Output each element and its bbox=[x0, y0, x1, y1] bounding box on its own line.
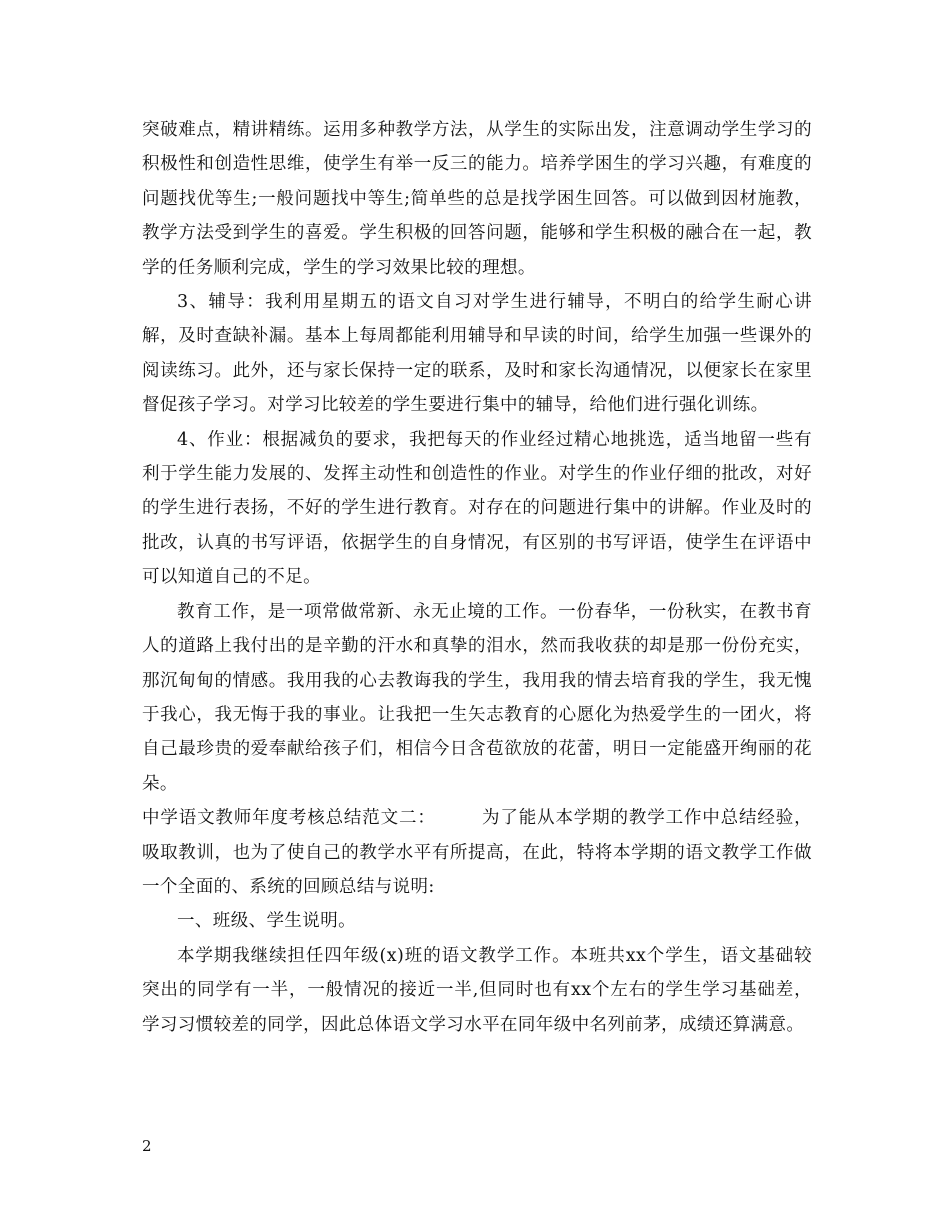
paragraph-2: 3、辅导：我利用星期五的语文自习对学生进行辅导，不明白的给学生耐心讲解，及时查缺补漏。基本上每周都能利用辅导和早读的时间，给学生加强一些课外的阅读练习。此外，还与家长保持一定的联系，及时和家长沟通情况，以便家长在家里督促孩子学习。对学习比较差的学生要进行集中的辅导，给他们进行强化训练。 bbox=[142, 292, 812, 416]
page-number: 2 bbox=[142, 1137, 152, 1155]
paragraph-5: 中学语文教师年度考核总结范文二： 为了能从本学期的教学工作中总结经验，吸取教训，也为了使自己的教学水平有所提高，在此，特将本学期的语文教学工作做一个全面的、系统的回顾总结与说明: bbox=[142, 808, 812, 897]
paragraph-1: 突破难点，精讲精练。运用多种教学方法，从学生的实际出发，注意调动学生学习的积极性和创造性思维，使学生有举一反三的能力。培养学困生的学习兴趣，有难度的问题找优等生;一般问题找中等生;简单些的总是找学困生回答。可以做到因材施教，教学方法受到学生的喜爱。学生积极的回答问题，能够和学生积极的融合在一起，教学的任务顺利完成，学生的学习效果比较的理想。 bbox=[142, 120, 812, 278]
paragraph-6: 一、班级、学生说明。 bbox=[177, 911, 356, 932]
paragraph-3: 4、作业：根据减负的要求，我把每天的作业经过精心地挑选，适当地留一些有利于学生能力发展的、发挥主动性和创造性的作业。对学生的作业仔细的批改，对好的学生进行表扬，不好的学生进行教育。对存在的问题进行集中的讲解。作业及时的批改，认真的书写评语，依据学生的自身情况，有区别的书写评语，使学生在评语中可以知道自己的不足。 bbox=[142, 429, 812, 588]
paragraph-7: 本学期我继续担任四年级(x)班的语文教学工作。本班共xx个学生，语文基础较突出的同学有一半，一般情况的接近一半,但同时也有xx个左右的学生学习基础差，学习习惯较差的同学，因此总体语文学习水平在同年级中名列前茅，成绩还算满意。 bbox=[142, 945, 812, 1035]
document-body bbox=[142, 113, 812, 1042]
paragraph-4: 教育工作，是一项常做常新、永无止境的工作。一份春华，一份秋实，在教书育人的道路上我付出的是辛勤的汗水和真挚的泪水，然而我收获的却是那一份份充实，那沉甸甸的情感。我用我的心去教诲我的学生，我用我的情去培育我的学生，我无愧于我心，我无悔于我的事业。让我把一生矢志教育的心愿化为热爱学生的一团火，将自己最珍贵的爱奉献给孩子们，相信今日含苞欲放的花蕾，明日一定能盛开绚丽的花朵。 bbox=[142, 601, 812, 794]
